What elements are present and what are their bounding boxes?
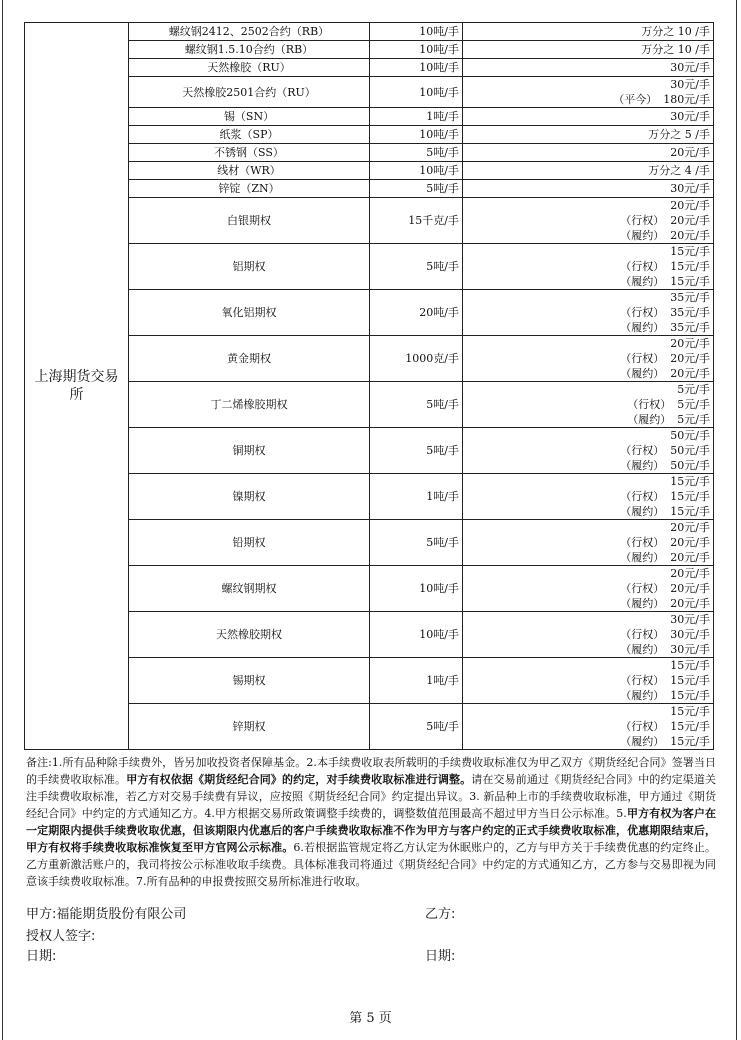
fee-value: 5元/手 bbox=[677, 398, 710, 411]
fee-value: 万分之 4 /手 bbox=[648, 164, 710, 177]
product-name: 天然橡胶2501合约（RU） bbox=[129, 77, 370, 108]
fee-cell bbox=[463, 108, 714, 126]
product-name: 丁二烯橡胶期权 bbox=[129, 382, 370, 428]
fee-line bbox=[466, 305, 710, 320]
fee-value: 20元/手 bbox=[670, 582, 710, 595]
table-row bbox=[25, 428, 714, 474]
fee-cell bbox=[463, 126, 714, 144]
product-name: 不锈钢（SS） bbox=[129, 144, 370, 162]
fee-line bbox=[466, 566, 710, 581]
remarks bbox=[26, 754, 716, 890]
fee-line bbox=[466, 412, 710, 427]
fee-value: 30元/手 bbox=[670, 613, 710, 626]
fee-line bbox=[466, 198, 710, 213]
fee-line bbox=[466, 458, 710, 473]
trading-unit: 10吨/手 bbox=[370, 126, 463, 144]
fee-line bbox=[466, 274, 710, 289]
fee-line bbox=[466, 428, 710, 443]
fee-type: （行权） bbox=[620, 628, 665, 641]
fee-value: 30元/手 bbox=[670, 182, 710, 195]
fee-cell bbox=[463, 59, 714, 77]
fee-line bbox=[466, 704, 710, 719]
fee-type: （行权） bbox=[620, 444, 665, 457]
fee-line bbox=[466, 181, 710, 196]
fee-line bbox=[466, 382, 710, 397]
exchange-name: 上海期货交易所 bbox=[25, 23, 129, 750]
table-row bbox=[25, 77, 714, 108]
fee-line bbox=[466, 228, 710, 243]
fee-value: 15元/手 bbox=[670, 674, 710, 687]
date-a-label: 日期: bbox=[26, 949, 57, 964]
fee-value: 15元/手 bbox=[670, 275, 710, 288]
fee-value: 15元/手 bbox=[670, 689, 710, 702]
fee-line bbox=[466, 520, 710, 535]
trading-unit: 10吨/手 bbox=[370, 41, 463, 59]
trading-unit: 1吨/手 bbox=[370, 108, 463, 126]
trading-unit: 10吨/手 bbox=[370, 566, 463, 612]
fee-type: （平今） bbox=[613, 93, 658, 106]
product-name: 线材（WR） bbox=[129, 162, 370, 180]
fee-type: （履约） bbox=[620, 321, 665, 334]
fee-line bbox=[466, 351, 710, 366]
date-b-label: 日期: bbox=[425, 949, 456, 964]
table-row bbox=[25, 162, 714, 180]
fee-line bbox=[466, 642, 710, 657]
fee-cell bbox=[463, 77, 714, 108]
fee-type: （履约） bbox=[620, 505, 665, 518]
fee-line bbox=[466, 581, 710, 596]
fee-line bbox=[466, 24, 710, 39]
fee-value: 20元/手 bbox=[670, 146, 710, 159]
table-row bbox=[25, 23, 714, 41]
table-row bbox=[25, 198, 714, 244]
fee-type: （行权） bbox=[620, 490, 665, 503]
trading-unit: 1吨/手 bbox=[370, 658, 463, 704]
trading-unit: 5吨/手 bbox=[370, 520, 463, 566]
fee-type: （履约） bbox=[620, 459, 665, 472]
product-name: 锡（SN） bbox=[129, 108, 370, 126]
fee-line bbox=[466, 336, 710, 351]
fee-value: 20元/手 bbox=[670, 536, 710, 549]
fee-line bbox=[466, 290, 710, 305]
fee-type: （行权） bbox=[620, 674, 665, 687]
fee-cell bbox=[463, 612, 714, 658]
fee-line bbox=[466, 60, 710, 75]
fee-line bbox=[466, 397, 710, 412]
product-name: 锌锭（ZN） bbox=[129, 180, 370, 198]
trading-unit: 5吨/手 bbox=[370, 704, 463, 750]
trading-unit: 15千克/手 bbox=[370, 198, 463, 244]
fee-line bbox=[466, 443, 710, 458]
product-name: 螺纹钢1.5.10合约（RB） bbox=[129, 41, 370, 59]
fee-line bbox=[466, 145, 710, 160]
fee-cell bbox=[463, 162, 714, 180]
product-name: 铝期权 bbox=[129, 244, 370, 290]
fee-line bbox=[466, 596, 710, 611]
table-row bbox=[25, 336, 714, 382]
trading-unit: 10吨/手 bbox=[370, 23, 463, 41]
table-row bbox=[25, 382, 714, 428]
fee-cell bbox=[463, 704, 714, 750]
fee-cell bbox=[463, 198, 714, 244]
fee-type: （行权） bbox=[620, 214, 665, 227]
fee-value: 20元/手 bbox=[670, 199, 710, 212]
table-row bbox=[25, 41, 714, 59]
product-name: 螺纹钢期权 bbox=[129, 566, 370, 612]
remark-emphasis: 甲方有权依据《期货经纪合同》的约定，对手续费收取标准进行调整。 bbox=[126, 773, 472, 786]
page-number: 第 5 页 bbox=[349, 1011, 392, 1026]
fee-cell bbox=[463, 290, 714, 336]
fee-value: 15元/手 bbox=[670, 505, 710, 518]
fee-value: 30元/手 bbox=[670, 643, 710, 656]
fee-type: （履约） bbox=[620, 735, 665, 748]
trading-unit: 10吨/手 bbox=[370, 77, 463, 108]
fee-value: 20元/手 bbox=[670, 551, 710, 564]
fee-value: 15元/手 bbox=[670, 735, 710, 748]
table-row bbox=[25, 126, 714, 144]
fee-value: 15元/手 bbox=[670, 720, 710, 733]
product-name: 锡期权 bbox=[129, 658, 370, 704]
fee-type: （履约） bbox=[620, 367, 665, 380]
trading-unit: 5吨/手 bbox=[370, 244, 463, 290]
fee-line bbox=[466, 688, 710, 703]
product-name: 天然橡胶期权 bbox=[129, 612, 370, 658]
fee-line bbox=[466, 535, 710, 550]
fee-type: （行权） bbox=[620, 536, 665, 549]
fee-type: （行权） bbox=[620, 352, 665, 365]
product-name: 黄金期权 bbox=[129, 336, 370, 382]
trading-unit: 1吨/手 bbox=[370, 474, 463, 520]
fee-value: 20元/手 bbox=[670, 567, 710, 580]
fee-type: （行权） bbox=[620, 306, 665, 319]
remark-emphasis: 甲方有权为客户在一定期限内提供手续费收取优惠，但该期限内优惠后的客户手续费收取标准不作为甲方与客户约定的正式手续费收取标准，优惠期限结束后，甲方有权将手续费收取标准恢复至甲方官网公示标准。 bbox=[26, 807, 716, 854]
product-name: 白银期权 bbox=[129, 198, 370, 244]
product-name: 纸浆（SP） bbox=[129, 126, 370, 144]
fee-line bbox=[466, 673, 710, 688]
fee-line bbox=[466, 612, 710, 627]
fee-value: 15元/手 bbox=[670, 245, 710, 258]
fee-value: 50元/手 bbox=[670, 429, 710, 442]
fee-value: 30元/手 bbox=[670, 61, 710, 74]
table-row bbox=[25, 704, 714, 750]
product-name: 铅期权 bbox=[129, 520, 370, 566]
fee-cell bbox=[463, 428, 714, 474]
fee-value: 20元/手 bbox=[670, 229, 710, 242]
fee-value: 30元/手 bbox=[670, 628, 710, 641]
fee-line bbox=[466, 719, 710, 734]
fee-value: 50元/手 bbox=[670, 459, 710, 472]
fee-value: 20元/手 bbox=[670, 337, 710, 350]
trading-unit: 20吨/手 bbox=[370, 290, 463, 336]
fee-line bbox=[466, 127, 710, 142]
table-row bbox=[25, 612, 714, 658]
fee-line bbox=[466, 627, 710, 642]
fee-line bbox=[466, 77, 710, 92]
fee-cell bbox=[463, 382, 714, 428]
fee-type: （履约） bbox=[627, 413, 672, 426]
fee-line bbox=[466, 550, 710, 565]
remark-text: 6.若根据监管规定将乙方认定为休眠账户的，乙方与甲方关于手续费优惠的约定终止。乙方重新激活账户的，我司将按公示标准收取手续费。具体标准我司将通过《期货经纪合同》中约定的方式通知乙方，乙方参与交易即视为同意该手续费收取标准。7.所有品种的申报费按照交易所标准进行收取。 bbox=[26, 841, 716, 888]
fee-type: （履约） bbox=[620, 275, 665, 288]
table-row bbox=[25, 59, 714, 77]
fee-type: （履约） bbox=[620, 643, 665, 656]
fee-cell bbox=[463, 658, 714, 704]
fee-line bbox=[466, 474, 710, 489]
fee-cell bbox=[463, 144, 714, 162]
fee-cell bbox=[463, 336, 714, 382]
product-name: 螺纹钢2412、2502合约（RB） bbox=[129, 23, 370, 41]
trading-unit: 1000克/手 bbox=[370, 336, 463, 382]
fee-value: 15元/手 bbox=[670, 490, 710, 503]
trading-unit: 10吨/手 bbox=[370, 59, 463, 77]
remark-text: 备注:1.所有品种除手续费外，皆另加收投资者保障基金。2.本手续费收取表所载明的手续费收取标准仅为甲乙双方《期货经纪合同》签署当日的手续费收取标准。 bbox=[26, 756, 716, 786]
table-row bbox=[25, 566, 714, 612]
fee-line bbox=[466, 658, 710, 673]
fee-value: 15元/手 bbox=[670, 705, 710, 718]
trading-unit: 5吨/手 bbox=[370, 428, 463, 474]
fee-value: 35元/手 bbox=[670, 321, 710, 334]
fee-value: 15元/手 bbox=[670, 260, 710, 273]
fee-line bbox=[466, 109, 710, 124]
fee-cell bbox=[463, 244, 714, 290]
fee-type: （行权） bbox=[620, 582, 665, 595]
fee-line bbox=[466, 504, 710, 519]
fee-value: 30元/手 bbox=[670, 110, 710, 123]
fee-value: 20元/手 bbox=[670, 352, 710, 365]
product-name: 镍期权 bbox=[129, 474, 370, 520]
trading-unit: 5吨/手 bbox=[370, 382, 463, 428]
fee-value: 20元/手 bbox=[670, 367, 710, 380]
fee-cell bbox=[463, 520, 714, 566]
fee-line bbox=[466, 42, 710, 57]
trading-unit: 10吨/手 bbox=[370, 162, 463, 180]
fee-line bbox=[466, 366, 710, 381]
fee-value: 35元/手 bbox=[670, 306, 710, 319]
product-name: 天然橡胶（RU） bbox=[129, 59, 370, 77]
fee-value: 15元/手 bbox=[670, 475, 710, 488]
table-row bbox=[25, 290, 714, 336]
product-name: 锌期权 bbox=[129, 704, 370, 750]
fee-line bbox=[466, 259, 710, 274]
fee-line bbox=[466, 163, 710, 178]
trading-unit: 10吨/手 bbox=[370, 612, 463, 658]
remark-text: 请在交易前通过《期货经纪合同》中的约定渠道关注手续费收取标准，若乙方对交易手续费有异议，应按照《期货经纪合同》约定提出异议。3. 新品种上市的手续费收取标准，甲方通过《期货经纪合同》中约定的方式通知乙方。4.甲方根据交易所政策调整手续费的，调整数值范围最高不超过甲方当日公示标准。5. bbox=[26, 773, 717, 820]
fee-value: 万分之 5 /手 bbox=[648, 128, 710, 141]
fee-value: 20元/手 bbox=[670, 214, 710, 227]
fee-cell bbox=[463, 180, 714, 198]
product-name: 铜期权 bbox=[129, 428, 370, 474]
fee-value: 万分之 10 /手 bbox=[641, 25, 710, 38]
fee-value: 35元/手 bbox=[670, 291, 710, 304]
fee-type: （行权） bbox=[620, 260, 665, 273]
table-row bbox=[25, 520, 714, 566]
fee-line bbox=[466, 734, 710, 749]
fee-line bbox=[466, 213, 710, 228]
table-row bbox=[25, 658, 714, 704]
fee-value: 15元/手 bbox=[670, 659, 710, 672]
fee-cell bbox=[463, 474, 714, 520]
fee-value: 20元/手 bbox=[670, 521, 710, 534]
party-a-label: 甲方:福能期货股份有限公司 bbox=[26, 907, 187, 922]
table-row bbox=[25, 244, 714, 290]
fee-table bbox=[24, 22, 714, 750]
fee-value: 30元/手 bbox=[670, 78, 710, 91]
fee-value: 180元/手 bbox=[663, 93, 710, 106]
fee-cell bbox=[463, 41, 714, 59]
fee-line bbox=[466, 244, 710, 259]
fee-type: （行权） bbox=[620, 720, 665, 733]
table-row bbox=[25, 108, 714, 126]
fee-value: 50元/手 bbox=[670, 444, 710, 457]
authorized-signature-label: 授权人签字: bbox=[26, 929, 96, 944]
fee-value: 5元/手 bbox=[677, 413, 710, 426]
fee-line bbox=[466, 489, 710, 504]
fee-type: （履约） bbox=[620, 229, 665, 242]
fee-line bbox=[466, 320, 710, 335]
fee-cell bbox=[463, 566, 714, 612]
fee-type: （履约） bbox=[620, 551, 665, 564]
fee-type: （履约） bbox=[620, 689, 665, 702]
table-row bbox=[25, 180, 714, 198]
trading-unit: 5吨/手 bbox=[370, 144, 463, 162]
table-row bbox=[25, 144, 714, 162]
product-name: 氧化铝期权 bbox=[129, 290, 370, 336]
party-b-label: 乙方: bbox=[425, 907, 456, 922]
fee-value: 万分之 10 /手 bbox=[641, 43, 710, 56]
fee-cell bbox=[463, 23, 714, 41]
table-row bbox=[25, 474, 714, 520]
fee-type: （行权） bbox=[627, 398, 672, 411]
fee-value: 5元/手 bbox=[677, 383, 710, 396]
trading-unit: 5吨/手 bbox=[370, 180, 463, 198]
fee-value: 20元/手 bbox=[670, 597, 710, 610]
fee-type: （履约） bbox=[620, 597, 665, 610]
fee-line bbox=[466, 92, 710, 107]
